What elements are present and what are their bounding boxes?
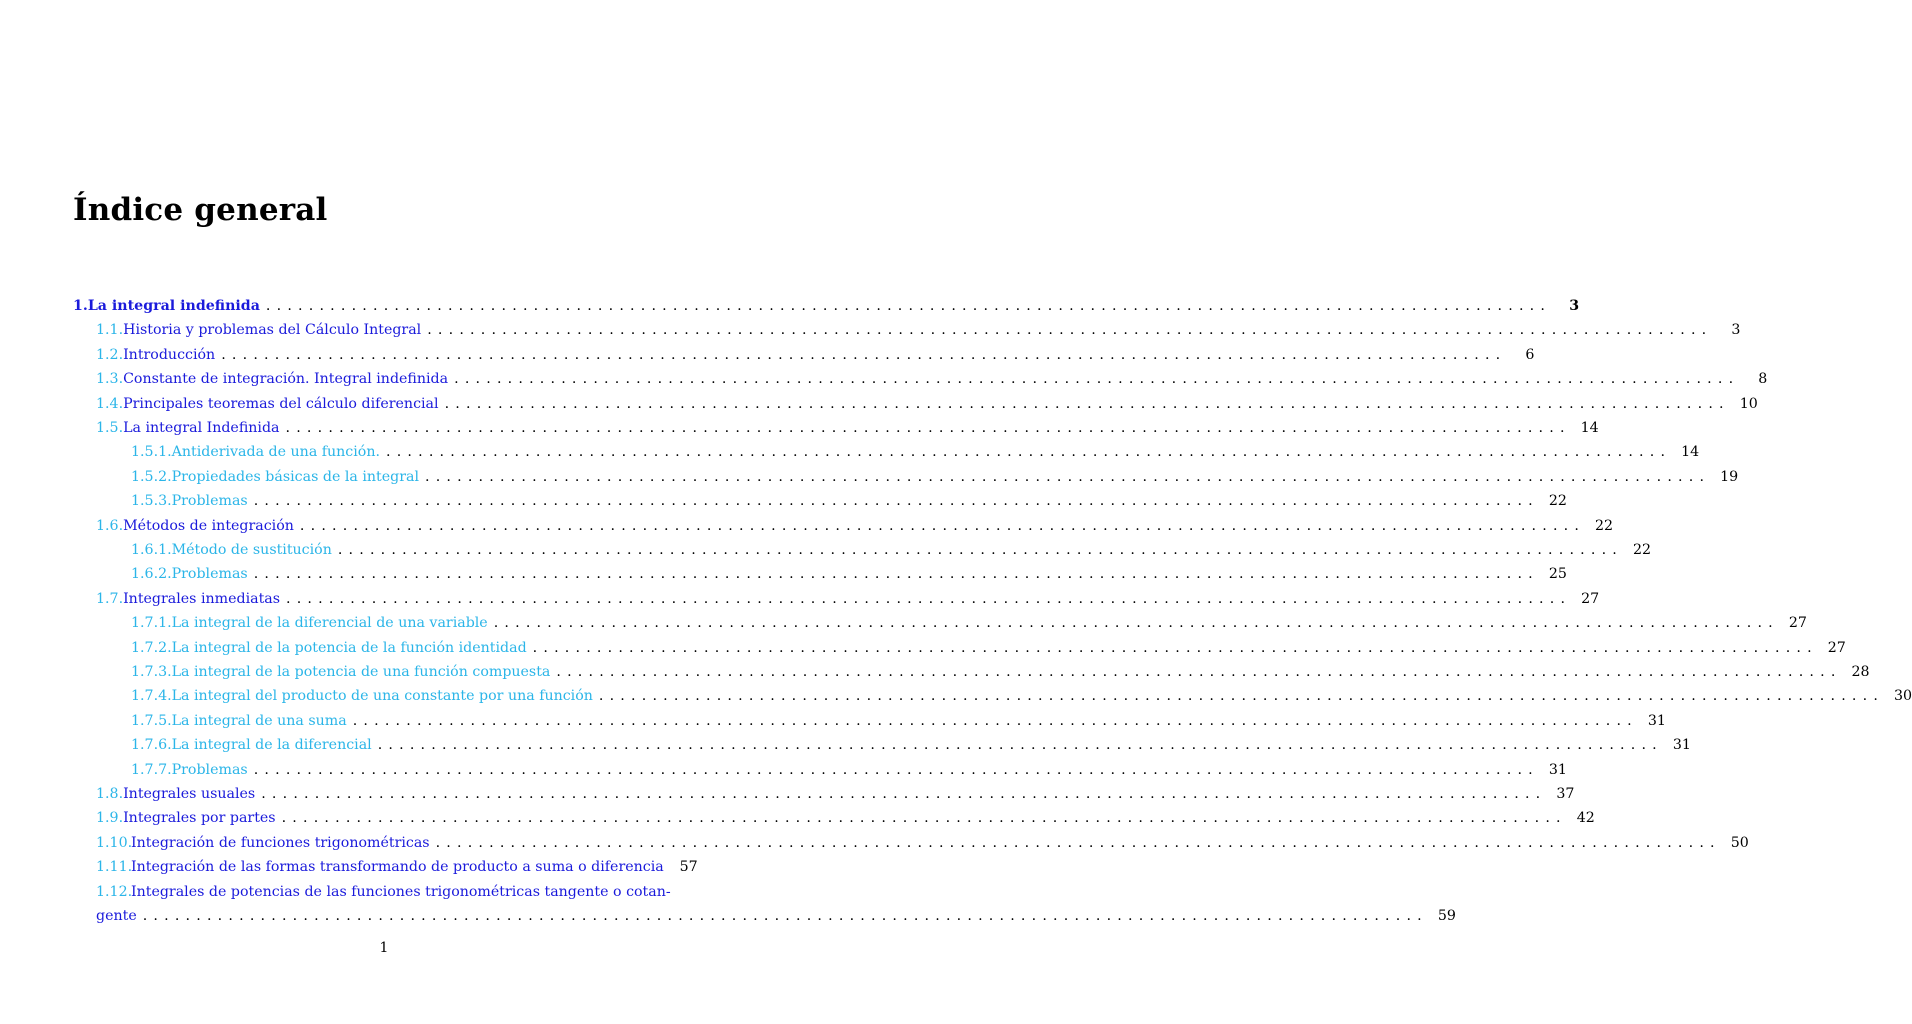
toc-leader-dots: ........................................................................................................................ <box>221 346 1507 363</box>
toc-entry-title: Integrales inmediatas <box>123 590 281 607</box>
toc-entry-page: 8 <box>1758 371 1768 388</box>
toc-entry[interactable] <box>131 709 1666 733</box>
toc-entry-title: Integrales usuales <box>123 786 256 802</box>
toc-leader-dots: ........................................................................................................................ <box>427 322 1713 339</box>
toc-entry-title: Propiedades básicas de la integral <box>171 468 419 485</box>
toc-leader-dots: ........................................................................................................................ <box>385 444 1672 461</box>
toc-entry-number: 1.4. <box>96 395 124 412</box>
toc-entry[interactable] <box>73 294 1580 318</box>
toc-entry-page: 31 <box>1647 712 1666 729</box>
toc-entry-page: 22 <box>1595 517 1614 534</box>
toc-entry-title: La integral de la diferencial <box>171 737 372 754</box>
toc-entry[interactable] <box>131 684 1912 708</box>
toc-leader-dots: ........................................................................................................................ <box>142 908 1428 924</box>
toc-entry-number: 1.7.7. <box>131 761 172 778</box>
toc-entry-title: Método de sustitución <box>171 542 332 558</box>
toc-entry[interactable] <box>96 855 698 879</box>
toc-entry-page: 27 <box>1827 639 1846 656</box>
toc-leader-dots: ........................................................................................................................ <box>286 590 1572 607</box>
toc-entry-page: 19 <box>1720 468 1739 485</box>
toc-entry-title: Problemas <box>171 566 248 583</box>
toc-entry-title: La integral de la potencia de una función compuesta <box>171 664 551 680</box>
toc-entry-number: 1.7.3. <box>131 664 172 680</box>
toc-entry[interactable] <box>131 733 1691 757</box>
toc-entry-number: 1.11. <box>96 859 133 876</box>
toc-entry[interactable] <box>131 465 1739 489</box>
toc-leader-dots: ........................................................................................................................ <box>444 395 1730 412</box>
toc-entry-page: 22 <box>1632 542 1652 558</box>
toc-leader-dots: ........................................................................................................................ <box>253 493 1539 510</box>
toc-entry-title: Métodos de integración <box>123 517 294 534</box>
toc-entry-number: 1.6.2. <box>131 566 172 583</box>
toc-entry[interactable] <box>96 392 1758 416</box>
toc-entry-page: 10 <box>1739 395 1758 412</box>
toc-entry-page: 50 <box>1730 834 1749 851</box>
toc-entry-page: 30 <box>1894 688 1912 705</box>
toc-entry-page: 37 <box>1556 786 1575 802</box>
toc-entry-page: 28 <box>1851 664 1870 680</box>
toc-entry[interactable] <box>96 782 1575 806</box>
toc-entry-page: 31 <box>1548 761 1567 778</box>
toc-entry-title: Integración de funciones trigonométricas <box>131 834 430 851</box>
toc-entry-title: La integral indefinida <box>87 298 260 314</box>
toc-entry-number: 1.12. <box>96 883 133 900</box>
toc-entry-page: 27 <box>1788 615 1807 632</box>
toc-leader-dots: ........................................................................................................................ <box>424 468 1711 485</box>
toc-entry-number: 1.7.2. <box>131 639 172 656</box>
toc-entry-number: 1.7. <box>96 590 124 607</box>
toc-entry[interactable] <box>131 660 1870 684</box>
toc-entry-number: 1.8. <box>96 786 124 802</box>
toc-leader-dots: ........................................................................................................................ <box>454 371 1740 388</box>
toc-leader-dots: ........................................................................................................................ <box>261 786 1547 802</box>
toc-entry[interactable] <box>96 904 1456 928</box>
toc-leader-dots: ........................................................................................................................ <box>285 420 1571 436</box>
toc-entry-number: 1.7.1. <box>131 615 172 632</box>
toc-entry[interactable] <box>96 514 1614 538</box>
toc-entry[interactable] <box>96 367 1768 391</box>
toc-leader-dots: ........................................................................................................................ <box>253 566 1539 583</box>
toc-entry-title: Constante de integración. Integral indefinida <box>123 371 449 388</box>
toc-entry[interactable] <box>131 538 1652 562</box>
toc-leader-dots: ........................................................................................................................ <box>493 615 1779 632</box>
toc-entry-number: 1.10. <box>96 834 133 851</box>
toc-entry[interactable] <box>96 587 1600 611</box>
toc-entry-page: 3 <box>1569 298 1580 314</box>
toc-entry-number: 1.7.5. <box>131 712 172 729</box>
toc-entry[interactable] <box>131 758 1567 782</box>
toc-entry-title: Introducción <box>123 346 216 363</box>
toc-leader-dots: ........................................................................................................................ <box>299 517 1586 534</box>
toc-entry[interactable] <box>131 611 1807 635</box>
toc-entry-number: 1.5.1. <box>131 444 172 461</box>
toc-entry-page: 22 <box>1548 493 1567 510</box>
toc-entry-title: Integrales por partes <box>123 810 276 827</box>
toc-entry-title: La integral de una suma <box>171 712 347 729</box>
toc-entry-title: Integración de las formas transformando de producto a suma o diferencia <box>131 859 664 876</box>
toc-entry-number: 1.7.6. <box>131 737 172 754</box>
toc-entry-title: La integral Indefinida <box>123 420 280 436</box>
toc-entry-number: 1.6. <box>96 517 124 534</box>
toc-entry-page: 27 <box>1581 590 1600 607</box>
toc-entry[interactable] <box>96 831 1749 855</box>
toc-entry-page: 42 <box>1576 810 1595 827</box>
toc-entry[interactable] <box>96 343 1535 367</box>
toc-entry[interactable] <box>96 880 694 904</box>
toc-entry-page: 57 <box>679 859 698 876</box>
toc-leader-dots: ........................................................................................................................ <box>598 688 1885 705</box>
toc-leader-dots: ........................................................................................................................ <box>281 810 1567 827</box>
toc-entry-number: 1.2. <box>96 346 124 363</box>
toc-entry[interactable] <box>131 489 1567 513</box>
toc-leader-dots: ........................................................................................................................ <box>435 834 1721 851</box>
toc-entry-title: Problemas <box>171 761 248 778</box>
toc-leader-dots: ........................................................................................................................ <box>253 761 1539 778</box>
toc-leader-dots: ........................................................................................................................ <box>265 298 1552 314</box>
toc-entry-page: 6 <box>1525 346 1535 363</box>
toc-entry-title: Problemas <box>171 493 248 510</box>
toc-leader-dots: ........................................................................................................................ <box>556 664 1842 680</box>
page-title: Índice general <box>73 192 328 228</box>
toc-entry[interactable] <box>131 562 1567 586</box>
toc-entry[interactable] <box>131 636 1846 660</box>
toc-entry-title: gente <box>96 908 137 924</box>
toc-entry-title: La integral de la potencia de la función identidad <box>171 639 527 656</box>
toc-entry[interactable] <box>96 806 1595 830</box>
toc-leader-dots: ........................................................................................................................ <box>377 737 1663 754</box>
toc-leader-dots: ........................................................................................................................ <box>532 639 1818 656</box>
toc-entry-number: 1.1. <box>96 322 124 339</box>
toc-entry-page: 31 <box>1672 737 1691 754</box>
toc-entry-title: Antiderivada de una función. <box>171 444 380 461</box>
toc-entry-page: 14 <box>1580 420 1599 436</box>
toc-entry-title: Integrales de potencias de las funciones trigonométricas tangente o cotan- <box>131 883 671 900</box>
toc-entry-number: 1. <box>73 298 88 314</box>
toc-entry[interactable] <box>96 318 1741 342</box>
toc-entry-page: 14 <box>1681 444 1700 461</box>
toc-entry-title: La integral del producto de una constante por una función <box>171 688 593 705</box>
toc-entry-title: Principales teoremas del cálculo diferencial <box>123 395 439 412</box>
toc-entry-number: 1.5.3. <box>131 493 172 510</box>
toc-entry-number: 1.5.2. <box>131 468 172 485</box>
toc-entry[interactable] <box>131 440 1700 464</box>
toc-entry-title: La integral de la diferencial de una variable <box>171 615 488 632</box>
toc-leader-dots: ........................................................................................................................ <box>352 712 1638 729</box>
toc-entry-number: 1.9. <box>96 810 124 827</box>
page-number: 1 <box>379 940 389 956</box>
toc-entry-title: Historia y problemas del Cálculo Integral <box>123 322 422 339</box>
toc-entry-page: 3 <box>1731 322 1741 339</box>
toc-entry-number: 1.6.1. <box>131 542 172 558</box>
toc-entry-number: 1.7.4. <box>131 688 172 705</box>
toc-leader-dots: ........................................................................................................................ <box>337 542 1624 558</box>
toc-entry[interactable] <box>96 416 1599 440</box>
toc-entry-number: 1.5. <box>96 420 124 436</box>
toc-entry-page: 25 <box>1548 566 1567 583</box>
toc-entry-page: 59 <box>1437 908 1456 924</box>
toc-entry-number: 1.3. <box>96 371 124 388</box>
